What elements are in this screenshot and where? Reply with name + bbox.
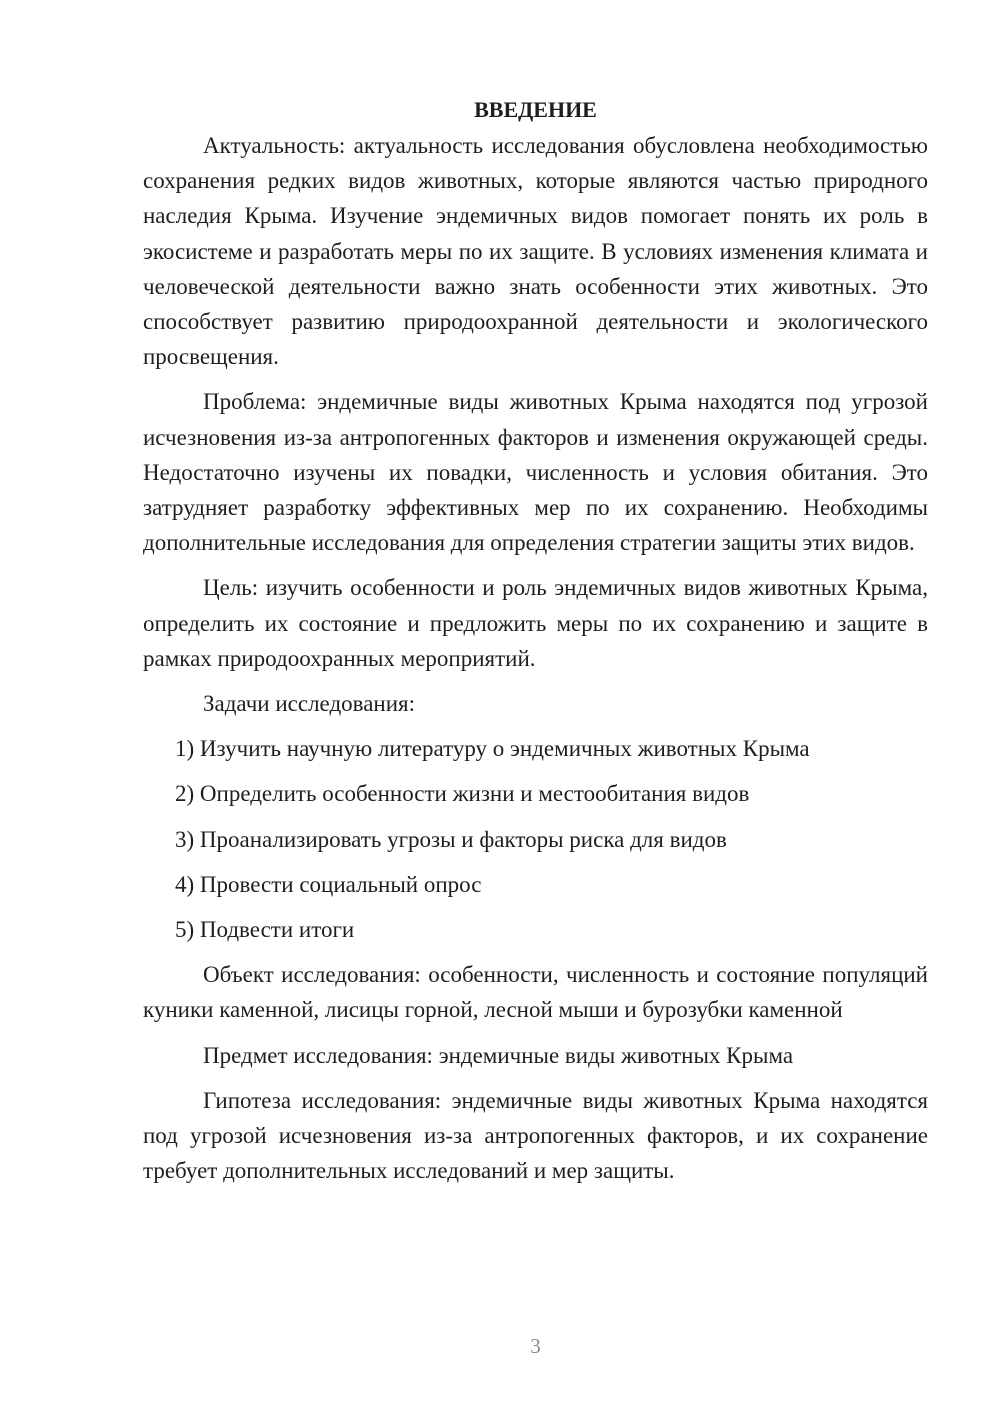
goal-paragraph: Цель: изучить особенности и роль эндемичных видов животных Крыма, определить их состояние и предложить меры по их сохранению и защите в рамках природоохранных мероприятий.: [143, 575, 928, 671]
relevance-paragraph: Актуальность: актуальность исследования обусловлена необходимостью сохранения редких видов животных, которые являются частью природного наследия Крыма. Изучение эндемичных видов помогает понять их роль в экосистеме и разработать меры по их защите. В условиях изменения климата и человеческой деятельности важно знать особенности этих животных. Это способствует развитию природоохранной деятельности и экологического просвещения.: [143, 133, 928, 370]
subject-paragraph: Предмет исследования: эндемичные виды животных Крыма: [203, 1042, 794, 1068]
tasks-heading: Задачи исследования:: [203, 691, 416, 717]
hypothesis-paragraph: Гипотеза исследования: эндемичные виды животных Крыма находятся под угрозой исчезновения из-за антропогенных факторов, и их сохранение требует дополнительных исследований и мер защиты.: [143, 1087, 928, 1184]
problem-paragraph: Проблема: эндемичные виды животных Крыма находятся под угрозой исчезновения из-за антропогенных факторов и изменения окружающей среды. Недостаточно изучены их повадки, численность и условия обитания. Это затрудняет разработку эффективных мер по их сохранению. Необходимы дополнительные исследования для определения стратегии защиты этих видов.: [143, 389, 928, 556]
section-title: ВВЕДЕНИЕ: [474, 97, 597, 122]
page-number: 3: [530, 1334, 541, 1358]
task-item: 2) Определить особенности жизни и местообитания видов: [175, 781, 750, 807]
task-item: 1) Изучить научную литературу о эндемичных животных Крыма: [175, 736, 810, 762]
task-item: 4) Провести социальный опрос: [175, 871, 482, 897]
task-item: 5) Подвести итоги: [175, 917, 355, 943]
tasks-list: [143, 731, 928, 947]
task-item: 3) Проанализировать угрозы и факторы риска для видов: [175, 826, 727, 852]
object-paragraph: Объект исследования: особенности, численность и состояние популяций куники каменной, лисицы горной, лесной мыши и бурозубки каменной: [143, 962, 928, 1023]
